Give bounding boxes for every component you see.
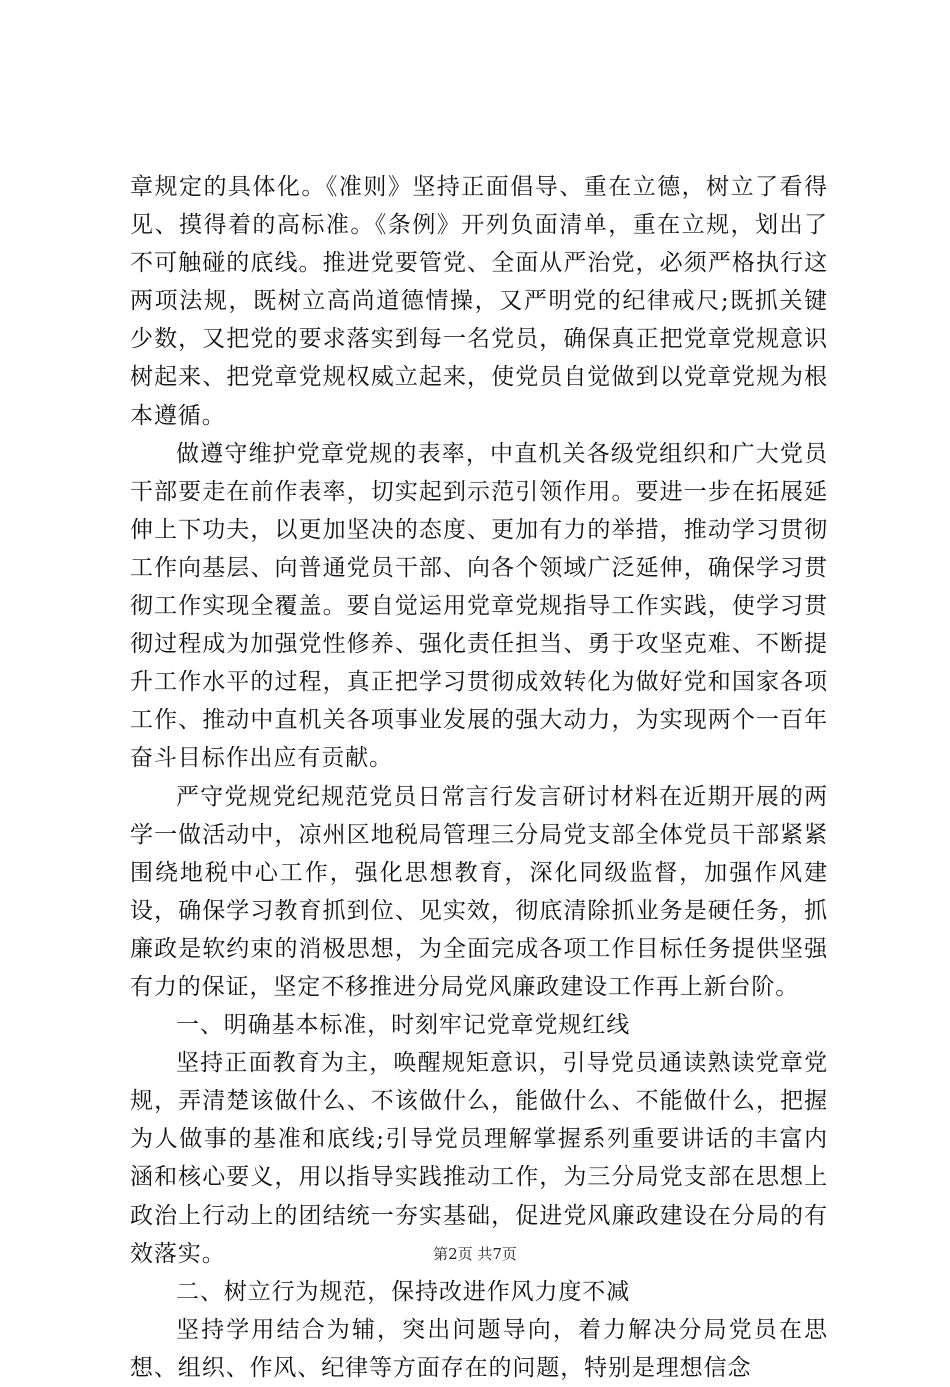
paragraph-4: 坚持正面教育为主，唤醒规矩意识，引导党员通读熟读党章党规，弄清楚该做什么、不该做什么，能做什么、不能做什么，把握为人做事的基准和底线;引导党员理解掌握系列重要讲话的丰富内涵和核心要义，用以指导实践推动工作，为三分局党支部在思想上政治上行动上的团结统一夯实基础，促进党风廉政建设在分局的有效落实。 [130, 1050, 828, 1267]
paragraph-2: 做遵守维护党章党规的表率，中直机关各级党组织和广大党员干部要走在前作表率，切实起到示范引领作用。要进一步在拓展延伸上下功夫，以更加坚决的态度、更加有力的举措，推动学习贯彻工作向基层、向普通党员干部、向各个领域广泛延伸，确保学习贯彻工作实现全覆盖。要自觉运用党章党规指导工作实践，使学习贯彻过程成为加强党性修养、强化责任担当、勇于攻坚克难、不断提升工作水平的过程，真正把学习贯彻成效转化为做好党和国家各项工作、推动中直机关各项事业发展的强大动力，为实现两个一百年奋斗目标作出应有贡献。 [130, 440, 828, 772]
section-heading-1: 一、明确基本标准，时刻牢记党章党规红线 [176, 1012, 631, 1039]
paragraph-1: 章规定的具体化。《准则》坚持正面倡导、重在立德，树立了看得见、摸得着的高标准。《条例》开列负面清单，重在立规，划出了不可触碰的底线。推进党要管党、全面从严治党，必须严格执行这两项法规，既树立高尚道德情操，又严明党的纪律戒尺;既抓关键少数，又把党的要求落实到每一名党员，确保真正把党章党规意识树起来、把党章党规权威立起来，使党员自觉做到以党章党规为根本遵循。 [130, 174, 828, 429]
page-number-footer: 第2页 共7页 [433, 1245, 517, 1263]
paragraph-5: 坚持学用结合为辅，突出问题导向，着力解决分局党员在思想、组织、作风、纪律等方面存在的问题，特别是理想信念 [130, 1316, 828, 1381]
document-body [130, 168, 828, 1387]
paragraph-3: 严守党规党纪规范党员日常言行发言研讨材料在近期开展的两学一做活动中，凉州区地税局管理三分局党支部全体党员干部紧紧围绕地税中心工作，强化思想教育，深化同级监督，加强作风建设，确保学习教育抓到位、见实效，彻底清除抓业务是硬任务，抓廉政是软约束的消极思想，为全面完成各项工作目标任务提供坚强有力的保证，坚定不移推进分局党风廉政建设工作再上新台阶。 [130, 783, 828, 1000]
section-heading-2: 二、树立行为规范，保持改进作风力度不减 [176, 1278, 631, 1305]
